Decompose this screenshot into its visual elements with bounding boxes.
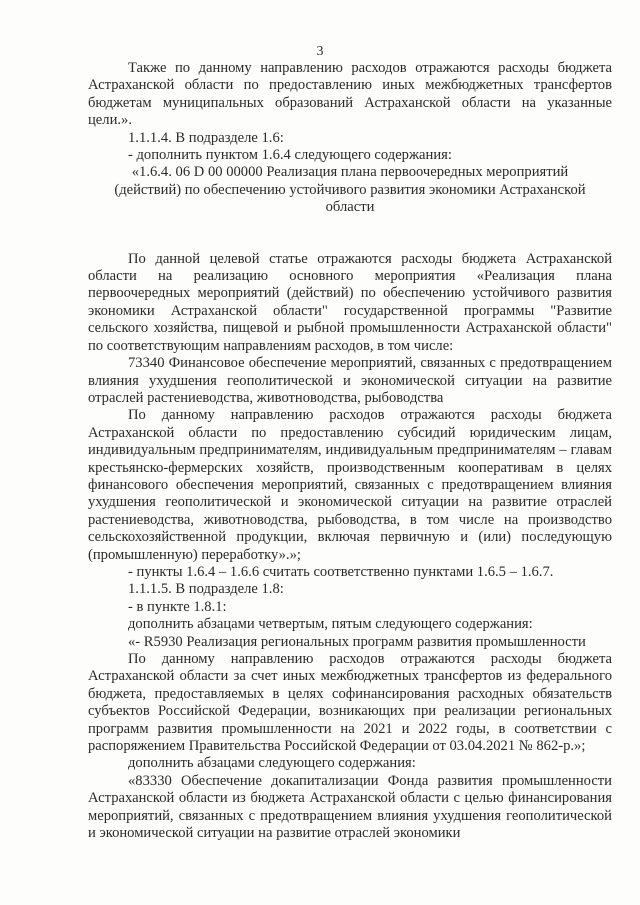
section-heading: 1.1.1.4. В подразделе 1.6:: [128, 129, 284, 146]
list-item: - пункты 1.6.4 – 1.6.6 считать соответственно пунктами 1.6.5 – 1.6.7.: [128, 563, 554, 580]
paragraph: 73340 Финансовое обеспечение мероприятий, связанных с предотвращением влияния ухудшения геополитической и экономической ситуации на развитие отраслей растениеводства, животноводства, рыбоводства: [88, 355, 612, 406]
paragraph: «- R5930 Реализация региональных программ развития промышленности: [128, 633, 586, 650]
paragraph: дополнить абзацами следующего содержания:: [128, 755, 416, 772]
list-item: - дополнить пунктом 1.6.4 следующего содержания:: [128, 147, 452, 164]
paragraph: дополнить абзацами четвертым, пятым следующего содержания:: [128, 616, 533, 633]
article-title: «1.6.4. 06 D 00 00000 Реализация плана первоочередных мероприятий (действий) по обеспечению устойчивого развития экономики Астраханской области: [114, 164, 586, 216]
paragraph: Также по данному направлению расходов отражаются расходы бюджета Астраханской области по предоставлению иных межбюджетных трансфертов бюджетам муниципальных образований Астраханской области на указанные цели.».: [88, 60, 612, 129]
paragraph: По данному направлению расходов отражаются расходы бюджета Астраханской области по предоставлению субсидий юридическим лицам, индивидуальным предпринимателям, индивидуальным предпринимателям – главам крестьянско-фермерских хозяйств, производственным кооперативам в целях финансового обеспечения мероприятий, связанных с предотвращением влияния ухудшения геополитической и экономической ситуации на развитие отраслей растениеводства, животноводства, рыбоводства, в том числе на производство сельскохозяйственной продукции, включая первичную и (или) последующую (промышленную) переработку».»;: [88, 407, 612, 563]
paragraph: По данному направлению расходов отражаются расходы бюджета Астраханской области за счет иных межбюджетных трансфертов из федерального бюджета, предоставляемых в целях софинансирования расходных обязательств субъектов Российской Федерации, возникающих при реализации региональных программ развития промышленности на 2021 и 2022 годы, в соответствии с распоряжением Правительства Российской Федерации от 03.04.2021 № 862-р.»;: [88, 651, 612, 755]
list-item: - в пункте 1.8.1:: [128, 598, 227, 615]
paragraph: По данной целевой статье отражаются расходы бюджета Астраханской области на реализацию основного мероприятия «Реализация плана первоочередных мероприятий (действий) по обеспечению устойчивого развития экономики Астраханской области" государственной программы "Развитие сельского хозяйства, пищевой и рыбной промышленности Астраханской области" по соответствующим направлениям расходов, в том числе:: [88, 250, 612, 354]
document-body: [88, 60, 612, 842]
paragraph: «83330 Обеспечение докапитализации Фонда развития промышленности Астраханской области из бюджета Астраханской области с целью финансирования мероприятий, связанных с предотвращением влияния ухудшения геополитической и экономической ситуации на развитие отраслей экономики: [88, 772, 612, 842]
section-heading: 1.1.1.5. В подразделе 1.8:: [128, 581, 284, 598]
page-number: 3: [316, 44, 324, 59]
